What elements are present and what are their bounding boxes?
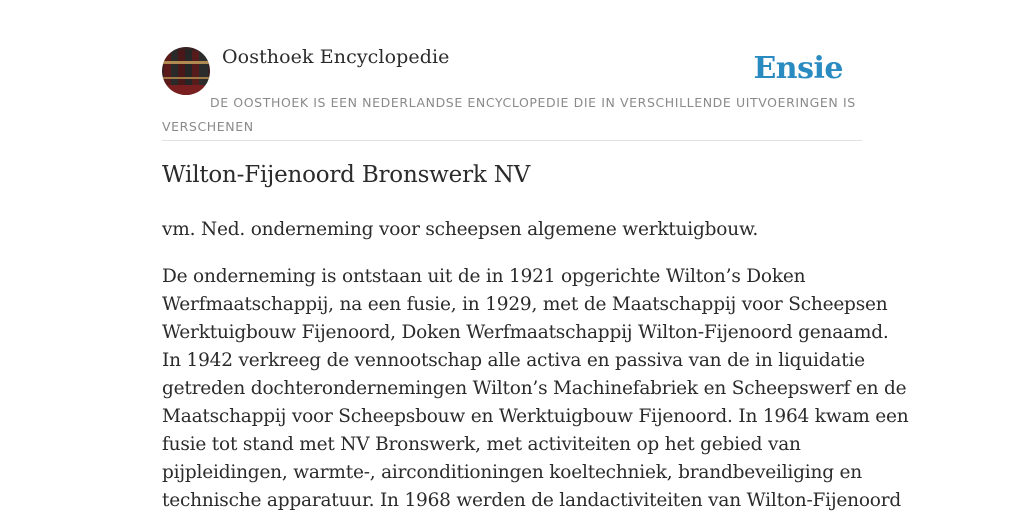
body-line: Werfmaatschappij, na een fusie, in 1929, met de Maatschappij voor Scheepsen bbox=[162, 294, 888, 315]
article-body bbox=[162, 263, 909, 512]
content-container bbox=[162, 0, 909, 511]
book-spines-icon[interactable] bbox=[162, 47, 210, 95]
site-header bbox=[162, 0, 862, 141]
body-line: De onderneming is ontstaan uit de in 1921 opgerichte Wilton’s Doken bbox=[162, 266, 806, 287]
body-line: fusie tot stand met NV Bronswerk, met activiteiten op het gebied van bbox=[162, 434, 801, 455]
site-title[interactable]: Oosthoek Encyclopedie bbox=[222, 46, 450, 68]
body-line: getreden dochterondernemingen Wilton’s Machinefabriek en Scheepswerf en de bbox=[162, 378, 907, 399]
body-line: Maatschappij voor Scheepsbouw en Werktuigbouw Fijenoord. In 1964 kwam een bbox=[162, 406, 909, 427]
body-line: Werktuigbouw Fijenoord, Doken Werfmaatschappij Wilton-Fijenoord genaamd. bbox=[162, 322, 889, 343]
body-line: In 1942 verkreeg de vennootschap alle activa en passiva van de in liquidatie bbox=[162, 350, 865, 371]
article-lead: vm. Ned. onderneming voor scheepsen algemene werktuigbouw. bbox=[162, 219, 759, 240]
brand-logo[interactable]: Ensie bbox=[753, 51, 843, 86]
article-title: Wilton-Fijenoord Bronswerk NV bbox=[162, 162, 531, 188]
body-line: technische apparatuur. In 1968 werden de landactiviteiten van Wilton-Fijenoord bbox=[162, 490, 902, 511]
site-tagline: DE OOSTHOEK IS EEN NEDERLANDSE ENCYCLOPEDIE DIE IN VERSCHILLENDE UITVOERINGEN IS VERSCHENEN bbox=[162, 95, 856, 134]
body-line: pijpleidingen, warmte-, airconditioningen koeltechniek, brandbeveiliging en bbox=[162, 462, 862, 483]
